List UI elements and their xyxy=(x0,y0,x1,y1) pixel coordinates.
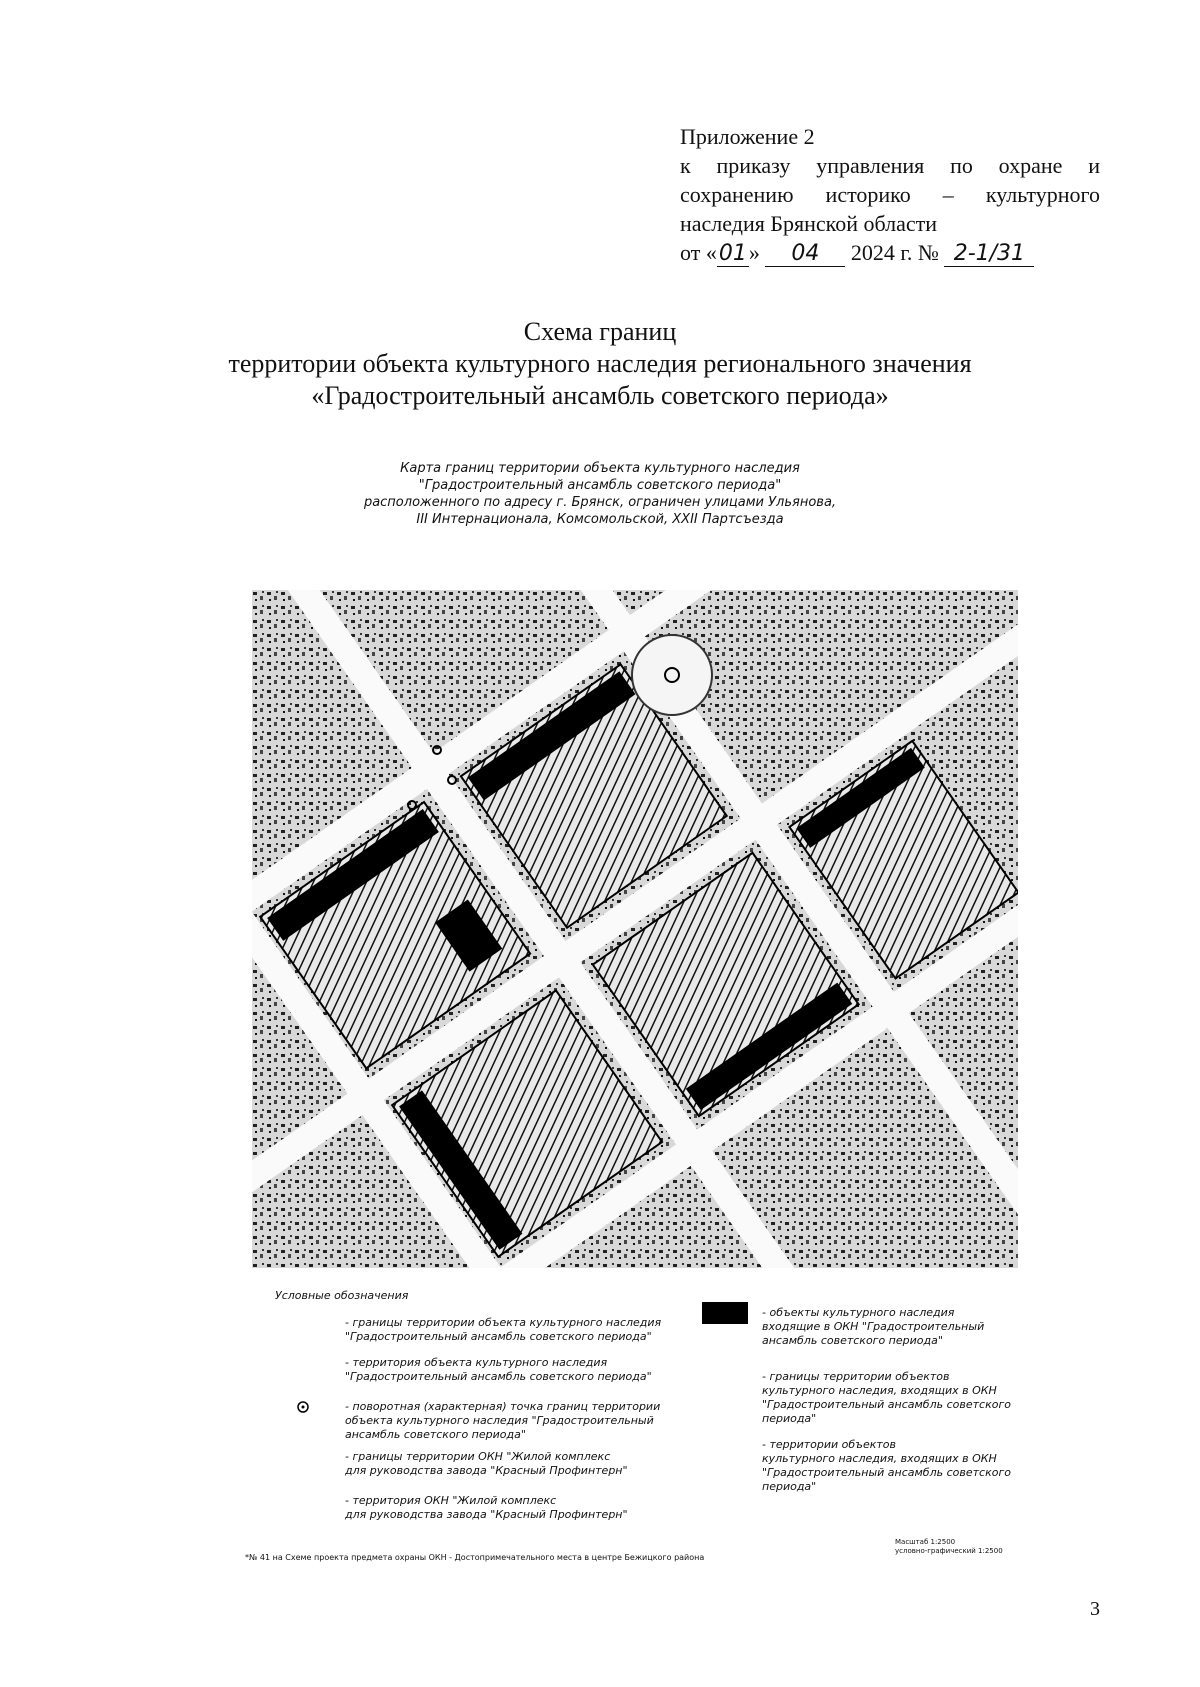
legend-text: "Градостроительный ансамбль советского периода" xyxy=(345,1370,652,1383)
legend-text: - границы территории ОКН "Жилой комплекс xyxy=(345,1450,611,1463)
legend-text: "Градостроительный ансамбль советского периода" xyxy=(345,1330,652,1343)
footnote: *№ 41 на Схеме проекта предмета охраны ОКН - Достопримечательного места в центре Бежицкого района xyxy=(245,1553,705,1562)
scale-text: Масштаб 1:2500 xyxy=(895,1538,956,1546)
title-line: Схема границ xyxy=(523,317,677,346)
date-close-quote: » xyxy=(748,240,760,265)
legend-item-objects-territory xyxy=(762,1438,1011,1494)
legend-text: - границы территории объектов xyxy=(762,1370,950,1383)
turning-point-icon xyxy=(296,1400,310,1419)
legend-text: объекта культурного наследия "Градостроительный xyxy=(345,1414,654,1427)
appendix-order-line: наследия Брянской области xyxy=(680,211,938,236)
aerial-map-image xyxy=(252,590,1018,1268)
legend-item-complex-boundary xyxy=(345,1450,628,1478)
legend-text: входящие в ОКН "Градостроительный xyxy=(762,1320,985,1333)
appendix-order-line: к приказу управления по охране и xyxy=(680,153,1100,178)
legend-item-boundary xyxy=(345,1316,661,1344)
legend-item-complex-territory xyxy=(345,1494,628,1522)
legend-text: периода" xyxy=(762,1480,817,1493)
legend-text: для руководства завода "Красный Профинтерн" xyxy=(345,1508,628,1521)
legend-text: ансамбль советского периода" xyxy=(345,1428,526,1441)
map-caption-line: "Градостроительный ансамбль советского периода" xyxy=(418,478,782,493)
scale-note xyxy=(895,1538,1035,1556)
legend-item-turning-point xyxy=(345,1400,660,1442)
legend-text: культурного наследия, входящих в ОКН xyxy=(762,1384,997,1397)
legend-item-objects-boundary xyxy=(762,1370,1011,1426)
legend-text: - границы территории объекта культурного наследия xyxy=(345,1316,662,1329)
appendix-header xyxy=(680,122,1100,267)
order-month: 04 xyxy=(765,242,845,267)
legend-item-heritage-objects xyxy=(762,1306,984,1348)
scale-text: условно-графический 1:2500 xyxy=(895,1547,1003,1555)
aerial-map xyxy=(252,590,1018,1268)
legend-text: культурного наследия, входящих в ОКН xyxy=(762,1452,997,1465)
order-number: 2-1/31 xyxy=(944,242,1034,267)
title-line: территории объекта культурного наследия регионального значения xyxy=(228,349,972,378)
legend-text: для руководства завода "Красный Профинтерн" xyxy=(345,1464,628,1477)
legend-text: "Градостроительный ансамбль советского xyxy=(762,1466,1011,1479)
order-day: 01 xyxy=(718,241,747,266)
title-line: «Градостроительный ансамбль советского периода» xyxy=(311,381,889,410)
legend-text: - объекты культурного наследия xyxy=(762,1306,955,1319)
map-caption xyxy=(0,460,1200,528)
legend-text: - территории объектов xyxy=(762,1438,896,1451)
appendix-order-line: сохранению историко – культурного xyxy=(680,182,1100,207)
map-caption-line: III Интернационала, Комсомольской, XXII Партсъезда xyxy=(416,512,784,527)
heritage-object-swatch xyxy=(702,1302,748,1324)
legend-title: Условные обозначения xyxy=(275,1289,409,1302)
legend-text: - территория ОКН "Жилой комплекс xyxy=(345,1494,557,1507)
document-title xyxy=(0,316,1200,412)
page-number: 3 xyxy=(1090,1598,1100,1620)
legend-item-territory xyxy=(345,1356,652,1384)
legend-text: "Градостроительный ансамбль советского xyxy=(762,1398,1011,1411)
legend-text: - территория объекта культурного наследия xyxy=(345,1356,608,1369)
map-caption-line: Карта границ территории объекта культурного наследия xyxy=(400,461,800,476)
legend-text: периода" xyxy=(762,1412,817,1425)
order-date-line xyxy=(680,238,1100,267)
legend-text: ансамбль советского периода" xyxy=(762,1334,943,1347)
map-caption-line: расположенного по адресу г. Брянск, ограничен улицами Ульянова, xyxy=(363,495,837,510)
appendix-label: Приложение 2 xyxy=(680,124,815,149)
legend-text: - поворотная (характерная) точка границ территории xyxy=(345,1400,661,1413)
order-year: 2024 г. № xyxy=(850,240,939,265)
date-prefix: от « xyxy=(680,240,717,265)
